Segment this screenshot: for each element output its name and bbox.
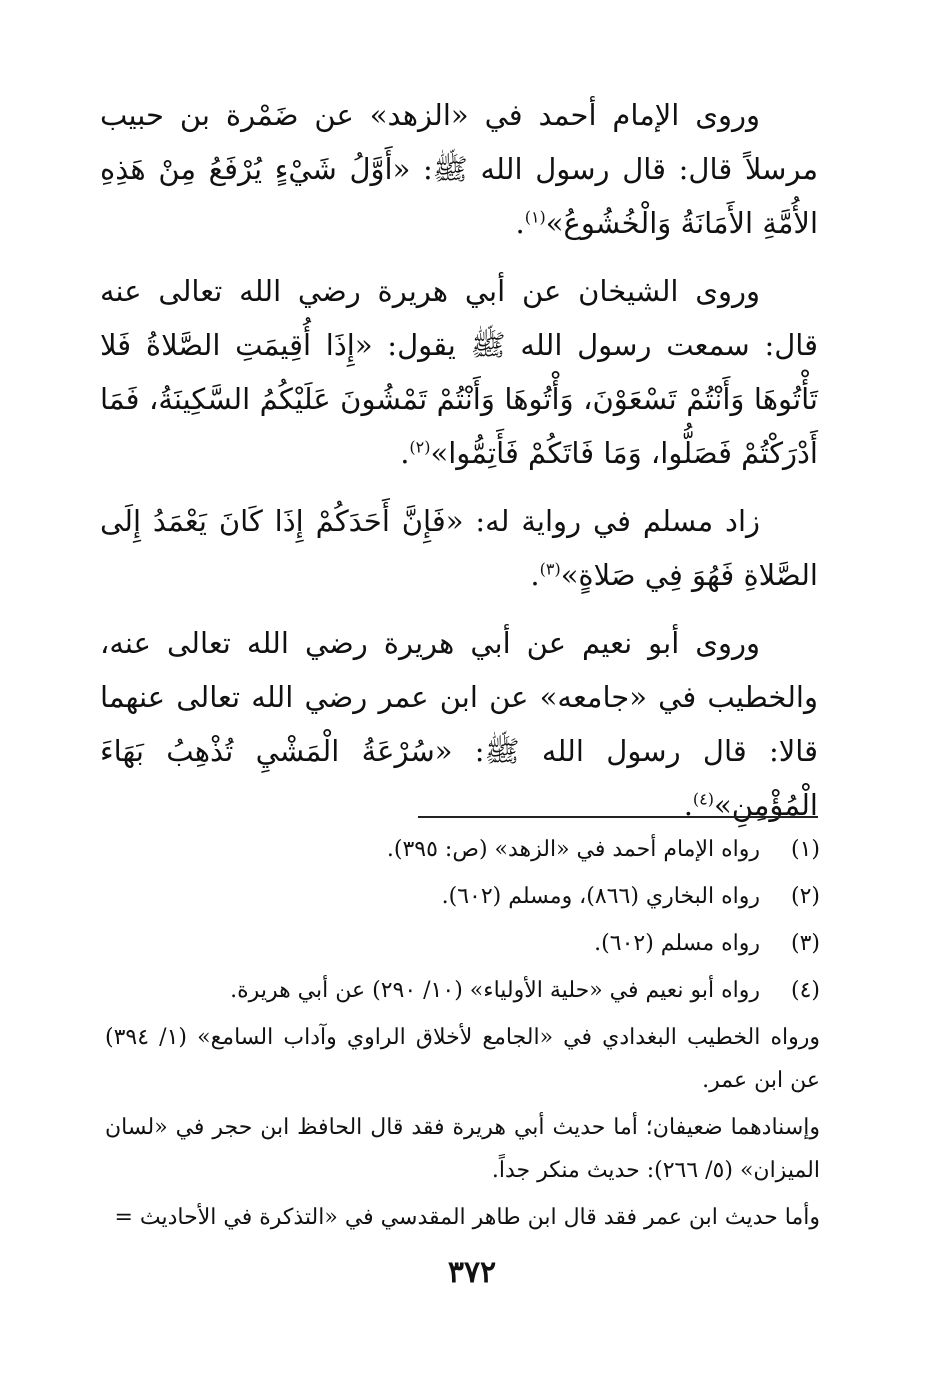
footnote-2 (105, 875, 820, 918)
paragraph-1: وروى الإمام أحمد في «الزهد» عن ضَمْرة بن حبيب مرسلاً قال: قال رسول الله ﷺ: «أَوَّلُ شَيْءٍ يُرْفَعُ مِنْ هَذِهِ الأُمَّةِ الأَمَانَةُ وَالْخُشُوعُ»$^{(١)}$. (100, 98, 818, 240)
footnote-continuation: وأما حديث ابن عمر فقد قال ابن طاهر المقدسي في «التذكرة في الأحاديث = (114, 1205, 820, 1230)
footnote-number: (٤) (790, 978, 820, 1003)
footnote-ref: (٢) (409, 437, 431, 457)
paragraph-3: زاد مسلم في رواية له: «فَإِنَّ أَحَدَكُمْ إِذَا كَانَ يَعْمَدُ إِلَى الصَّلاةِ فَهُوَ فِي صَلاةٍ»$^{(٣)}$. (100, 504, 818, 592)
footnote-text: رواه الإمام أحمد في «الزهد» (ص: ٣٩٥). (386, 837, 760, 862)
footnote-divider (418, 816, 818, 818)
footnote-number: (٣) (790, 931, 820, 956)
footnote-3 (105, 922, 820, 965)
footnote-continuation: ورواه الخطيب البغدادي في «الجامع لأخلاق الراوي وآداب السامع» (١/ ٣٩٤) عن ابن عمر. (105, 1025, 820, 1093)
footnote-number: (٢) (790, 884, 820, 909)
footnote-ref: (٤) (692, 789, 714, 809)
footnote-number: (١) (790, 837, 820, 862)
footnote-4 (105, 969, 820, 1012)
main-text (100, 88, 818, 846)
footnote-continuation: وإسنادهما ضعيفان؛ أما حديث أبي هريرة فقد قال الحافظ ابن حجر في «لسان الميزان» (٥/ ٢٦٦): حديث منكر جداً. (105, 1115, 820, 1183)
paragraph-text: زاد مسلم في رواية له: «فَإِنَّ أَحَدَكُمْ إِذَا كَانَ يَعْمَدُ إِلَى الصَّلاةِ فَهُوَ فِي صَلاةٍ» (100, 504, 818, 592)
footnote-ref: (٣) (539, 559, 561, 579)
paragraph-2: وروى الشيخان عن أبي هريرة رضي الله تعالى عنه قال: سمعت رسول الله ﷺ يقول: «إِذَا أُقِيمَتِ الصَّلاةُ فَلا تَأْتُوهَا وَأَنْتُمْ تَسْعَوْنَ، وَأْتُوهَا وَأَنْتُمْ تَمْشُونَ عَلَيْكُمُ السَّكِينَةُ، فَمَا أَدْرَكْتُمْ فَصَلُّوا، وَمَا فَاتَكُمْ فَأَتِمُّوا»$^{(٢)}$. (100, 274, 818, 470)
footnote-ref: (١) (524, 207, 546, 227)
paragraph-text: وروى الشيخان عن أبي هريرة رضي الله تعالى عنه قال: سمعت رسول الله ﷺ يقول: «إِذَا أُقِيمَتِ الصَّلاةُ فَلا تَأْتُوهَا وَأَنْتُمْ تَسْعَوْنَ، وَأْتُوهَا وَأَنْتُمْ تَمْشُونَ عَلَيْكُمُ السَّكِينَةُ، فَمَا أَدْرَكْتُمْ فَصَلُّوا، وَمَا فَاتَكُمْ فَأَتِمُّوا» (100, 274, 818, 470)
paragraph-text: وروى الإمام أحمد في «الزهد» عن ضَمْرة بن حبيب مرسلاً قال: قال رسول الله ﷺ: «أَوَّلُ شَيْءٍ يُرْفَعُ مِنْ هَذِهِ الأُمَّةِ الأَمَانَةُ وَالْخُشُوعُ» (100, 98, 818, 240)
footnote-text: رواه البخاري (٨٦٦)، ومسلم (٦٠٢). (441, 884, 760, 909)
paragraph-text: وروى أبو نعيم عن أبي هريرة رضي الله تعالى عنه، والخطيب في «جامعه» عن ابن عمر رضي الله تعالى عنهما قالا: قال رسول الله ﷺ: «سُرْعَةُ الْمَشْيِ تُذْهِبُ بَهَاءَ الْمُؤْمِنِ» (100, 626, 818, 822)
page-number: ٣٧٢ (447, 1255, 497, 1290)
footnotes (105, 828, 820, 1243)
footnote-text: رواه مسلم (٦٠٢). (594, 931, 760, 956)
footnote-1 (105, 828, 820, 871)
paragraph-4: وروى أبو نعيم عن أبي هريرة رضي الله تعالى عنه، والخطيب في «جامعه» عن ابن عمر رضي الله تعالى عنهما قالا: قال رسول الله ﷺ: «سُرْعَةُ الْمَشْيِ تُذْهِبُ بَهَاءَ الْمُؤْمِنِ»$^{(٤)}$. (100, 626, 818, 822)
footnote-text: رواه أبو نعيم في «حلية الأولياء» (١٠/ ٢٩٠) عن أبي هريرة. (230, 978, 760, 1003)
